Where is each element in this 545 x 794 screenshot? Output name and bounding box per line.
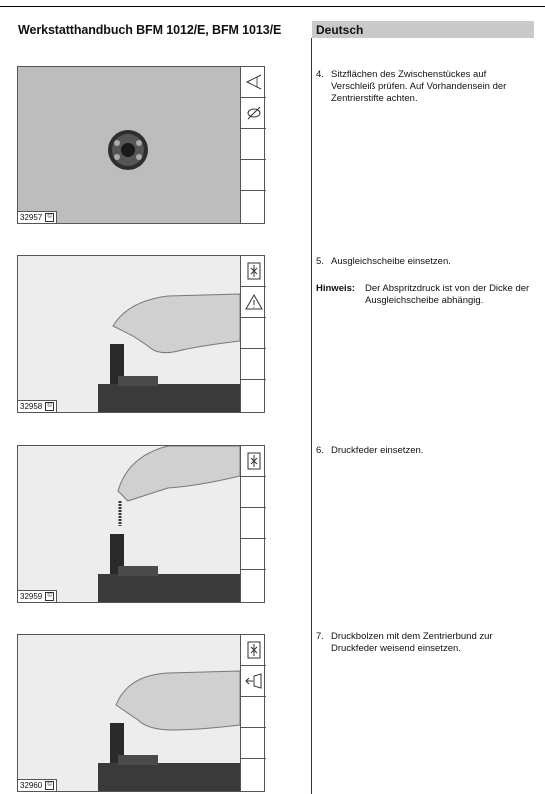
icon-column bbox=[240, 256, 266, 412]
note-label: Hinweis: bbox=[316, 283, 356, 294]
figure-32960 bbox=[17, 634, 265, 792]
page-title: Werkstatthandbuch BFM 1012/E, BFM 1013/E bbox=[18, 23, 282, 37]
figure-32957 bbox=[17, 66, 265, 224]
figure-photo bbox=[18, 67, 240, 223]
insert-icon bbox=[241, 635, 266, 666]
copyright-icon: © bbox=[45, 781, 54, 790]
step-6: 6. Druckfeder einsetzen. bbox=[316, 445, 424, 456]
language-label: Deutsch bbox=[316, 23, 364, 37]
insert-icon bbox=[241, 446, 266, 477]
figure-32958 bbox=[17, 255, 265, 413]
figure-number: 32958 © bbox=[18, 400, 57, 412]
figure-number: 32960 © bbox=[18, 779, 57, 791]
insert-icon bbox=[241, 256, 266, 287]
step-5: 5. Ausgleichscheibe einsetzen. bbox=[316, 256, 451, 267]
figure-number: 32959 © bbox=[18, 590, 57, 602]
diameter-icon bbox=[241, 98, 266, 129]
icon-column bbox=[240, 446, 266, 602]
step-4: 4. Sitzflächen des Zwischenstückes auf Verschleiß prüfen. Auf Vorhandensein der Zentrierstifte achten. bbox=[316, 69, 507, 104]
figure-number: 32957 © bbox=[18, 211, 57, 223]
copyright-icon: © bbox=[45, 402, 54, 411]
top-rule bbox=[0, 6, 545, 7]
direction-icon bbox=[241, 666, 266, 697]
note bbox=[316, 283, 534, 307]
step-7: 7. Druckbolzen mit dem Zentrierbund zur Druckfeder weisend einsetzen. bbox=[316, 631, 493, 654]
copyright-icon: © bbox=[45, 213, 54, 222]
icon-column bbox=[240, 67, 266, 223]
icon-column bbox=[240, 635, 266, 791]
figure-photo bbox=[18, 635, 240, 791]
copyright-icon: © bbox=[45, 592, 54, 601]
figure-photo bbox=[18, 446, 240, 602]
note-text: Der Abspritzdruck ist von der Dicke der Ausgleichscheibe abhängig. bbox=[365, 283, 530, 306]
figure-32959 bbox=[17, 445, 265, 603]
language-bar bbox=[312, 21, 534, 38]
warning-icon bbox=[241, 287, 266, 318]
measure-angle-icon bbox=[241, 67, 266, 98]
figure-photo bbox=[18, 256, 240, 412]
column-divider bbox=[311, 38, 312, 794]
